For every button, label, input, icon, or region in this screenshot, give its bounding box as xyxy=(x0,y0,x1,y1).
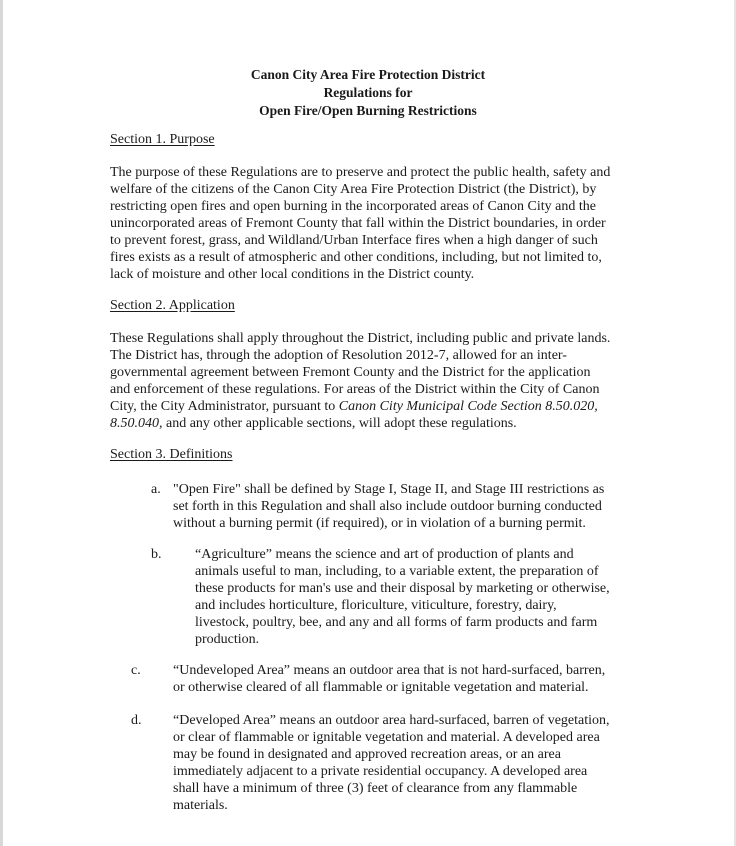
paragraph-line: lack of moisture and other local conditions in the District county. xyxy=(110,267,475,282)
definition-line: animals useful to man, including, to a variable extent, the preparation of xyxy=(195,564,599,579)
definition-line: materials. xyxy=(173,798,228,813)
paragraph-line: unincorporated areas of Fremont County that fall within the District boundaries, in order xyxy=(110,216,606,231)
definition-line: without a burning permit (if required), or in violation of a burning permit. xyxy=(173,516,586,531)
definition-marker: b. xyxy=(151,547,162,562)
paragraph-line: restricting open fires and open burning in the incorporated areas of Canon City and the xyxy=(110,199,596,214)
definition-marker: c. xyxy=(131,663,141,678)
paragraph-line: These Regulations shall apply throughout the District, including public and private lands. xyxy=(110,331,611,346)
definition-line: these products for man's use and their disposal by marketing or otherwise, xyxy=(195,581,610,596)
definition-line: set forth in this Regulation and shall also include outdoor burning conducted xyxy=(173,499,602,514)
line-text: City, the City Administrator, pursuant to xyxy=(110,399,339,414)
definition-line: may be found in designated and approved recreation areas, or an area xyxy=(173,747,561,762)
paragraph-line: welfare of the citizens of the Canon City Area Fire Protection District (the District), by xyxy=(110,182,597,197)
definition-text xyxy=(173,662,605,696)
definition-line: livestock, poultry, bee, and any and all forms of farm products and farm xyxy=(195,615,598,630)
paragraph-line: governmental agreement between Fremont County and the District for the application xyxy=(110,365,591,380)
definition-line: or clear of flammable or ignitable vegetation and material. A developed area xyxy=(173,730,600,745)
definition-marker: a. xyxy=(151,482,161,497)
section-2-paragraph xyxy=(110,330,630,432)
definition-line: and includes horticulture, floriculture, viticulture, forestry, dairy, xyxy=(195,598,557,613)
definition-text xyxy=(173,712,610,814)
title-line-2: Regulations for xyxy=(323,85,413,100)
document-title xyxy=(0,66,736,120)
definition-text xyxy=(195,546,610,648)
definition-line: “Undeveloped Area” means an outdoor area that is not hard-surfaced, barren, xyxy=(173,663,606,678)
definition-line: production. xyxy=(195,632,260,647)
definition-text xyxy=(173,481,604,532)
paragraph-line: and enforcement of these regulations. For areas of the District within the City of Canon xyxy=(110,382,600,397)
section-2-heading: Section 2. Application xyxy=(110,298,235,313)
paragraph-line: to prevent forest, grass, and Wildland/Urban Interface fires when a high danger of such xyxy=(110,233,598,248)
definition-line: “Agriculture” means the science and art of production of plants and xyxy=(195,547,574,562)
paragraph-line xyxy=(110,415,630,432)
definition-marker: d. xyxy=(131,713,142,728)
code-citation: Canon City Municipal Code Section 8.50.020, xyxy=(338,399,598,414)
definition-line: or otherwise cleared of all flammable or ignitable vegetation and material. xyxy=(173,680,589,695)
title-line-3: Open Fire/Open Burning Restrictions xyxy=(259,103,477,118)
section-1-paragraph xyxy=(110,164,630,283)
paragraph-line xyxy=(110,398,630,415)
paragraph-line: The District has, through the adoption of Resolution 2012-7, allowed for an inter- xyxy=(110,348,567,363)
definition-line: immediately adjacent to a private residential occupancy. A developed area xyxy=(173,764,588,779)
paragraph-line: fires exists as a result of atmospheric and other conditions, including, but not limited to, xyxy=(110,250,602,265)
definition-line: shall have a minimum of three (3) feet of clearance from any flammable xyxy=(173,781,578,796)
title-line-1: Canon City Area Fire Protection District xyxy=(250,67,486,82)
code-citation: 8.50.040, xyxy=(110,416,163,431)
page-left-edge xyxy=(0,0,3,846)
line-text: and any other applicable sections, will adopt these regulations. xyxy=(162,416,517,431)
paragraph-line: The purpose of these Regulations are to preserve and protect the public health, safety and xyxy=(110,165,611,180)
section-1-heading: Section 1. Purpose xyxy=(110,132,215,147)
definition-line: “Developed Area” means an outdoor area hard-surfaced, barren of vegetation, xyxy=(173,713,610,728)
definition-line: "Open Fire" shall be defined by Stage I, Stage II, and Stage III restrictions as xyxy=(173,482,605,497)
section-3-heading: Section 3. Definitions xyxy=(110,447,233,462)
